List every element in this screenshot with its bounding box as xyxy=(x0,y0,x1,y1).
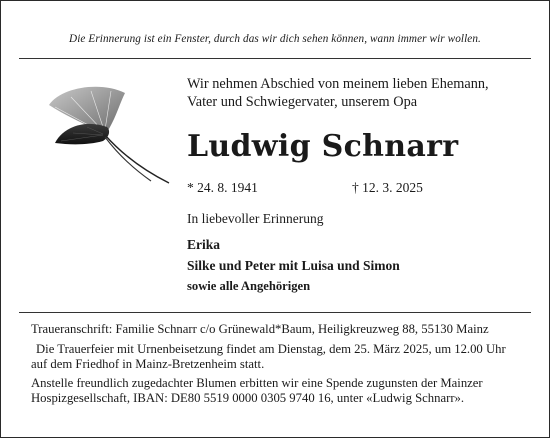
donation-line: Hospizgesellschaft, IBAN: DE80 5519 0000 0305 9740 16, unter «Ludwig Schnarr». xyxy=(31,391,465,405)
intro-line: Wir nehmen Abschied von meinem lieben Ehemann, xyxy=(187,76,489,92)
mourner-name: Erika xyxy=(187,237,221,252)
ceremony-line: auf dem Friedhof in Mainz-Bretzenheim statt. xyxy=(31,357,265,371)
bottom-divider xyxy=(19,312,531,313)
donation-line: Anstelle freundlich zugedachter Blumen erbitten wir eine Spende zugunsten der Mainzer xyxy=(31,376,483,390)
memorial-quote: Die Erinnerung ist ein Fenster, durch das wir dich sehen können, wann immer wir wollen. xyxy=(69,33,481,45)
intro-line: Vater und Schwiegervater, unserem Opa xyxy=(187,94,418,110)
birth-date: * 24. 8. 1941 xyxy=(187,180,258,195)
top-divider xyxy=(19,58,531,59)
mourning-address: Traueranschrift: Familie Schnarr c/o Grünewald*Baum, Heiligkreuzweg 88, 55130 Mainz xyxy=(31,322,489,336)
ginkgo-leaf-icon xyxy=(41,83,176,191)
donation-info xyxy=(31,376,526,406)
death-date: † 12. 3. 2025 xyxy=(352,180,423,195)
deceased-name: Ludwig Schnarr xyxy=(187,129,459,164)
intro-text xyxy=(187,75,489,111)
mourner-name: Silke und Peter mit Luisa und Simon xyxy=(187,258,400,273)
ceremony-line: Die Trauerfeier mit Urnenbeisetzung findet am Dienstag, dem 25. März 2025, um 12.00 Uhr xyxy=(36,342,506,356)
memory-line: In liebevoller Erinnerung xyxy=(187,211,324,226)
mourner-name: sowie alle Angehörigen xyxy=(187,279,311,293)
ceremony-info xyxy=(31,342,526,372)
